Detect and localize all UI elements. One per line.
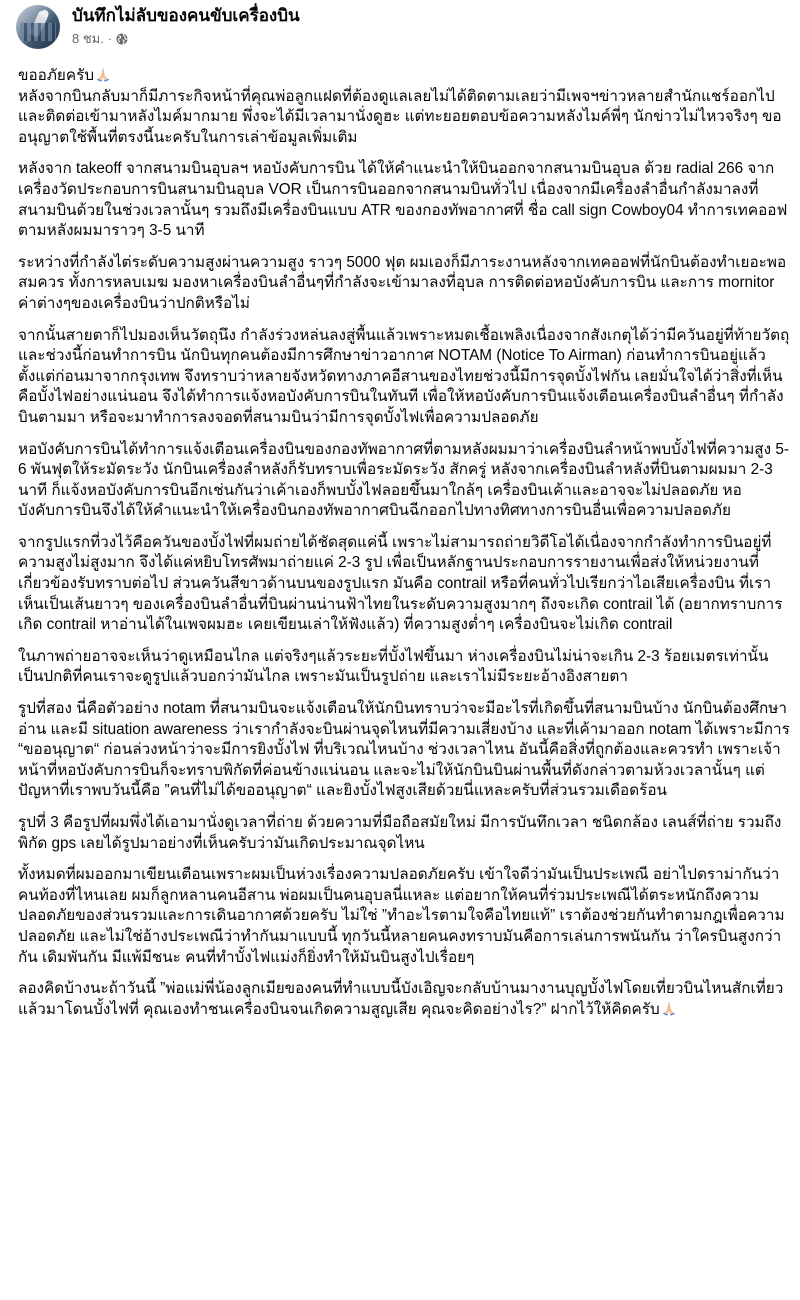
meta-separator: · xyxy=(107,31,113,46)
post-paragraph: ทั้งหมดที่ผมออกมาเขียนเตือนเพราะผมเป็นห่วงเรื่องความปลอดภัยครับ เข้าใจดีว่ามันเป็นประเพณี อย่าไปดราม่ากันว่าคนท้องที่ไหนเลย ผมก็ลูกหลานคนอีสาน พ่อผมเป็นคนอุบลนี่แหละ แต่อยากให้คนที่ร่วมประเพณีได้ตระหนักถึงความปลอดภัยของส่วนรวมและการเดินอากาศด้วยครับ ไม่ใช่ ”ทำอะไรตามใจคือไทยแท้” เราต้องช่วยกันทำตามกฎเพื่อความปลอดภัย และไม่ใช่อ้างประเพณีว่าทำกันมาแบบนี้ ทุกวันนี้หลายคนคงทราบมันคือการเล่นการพนันกัน ว่าใครบินสูงกว่ากัน เดิมพันกัน มีแพ้มีชนะ คนที่ทำบั้งไฟแม่งก็ยิ่งทำให้มันบินสูงไปเรื่อยๆ xyxy=(18,866,785,966)
post-paragraph: หลังจาก takeoff จากสนามบินอุบลฯ หอบังคับการบิน ได้ให้คำแนะนำให้บินออกจากสนามบินอุบล ด้วย radial 266 จากเครื่องวัดประกอบการบินสนามบินอุบล VOR เป็นการบินออกจากสนามบินทั่วไป เนื่องจากมีเครื่องลำอื่นกำลังมาลงที่สนามบินด้วยในช่วงเวลานั้นๆ รวมถึงมีเครื่องบินแบบ ATR ของกองทัพอากาศที่ ชื่อ call sign Cowboy04 ทำการเทคออฟตามหลังผมมาราวๆ 3-5 นาที xyxy=(18,160,788,240)
post-paragraph xyxy=(18,979,790,1020)
post-body xyxy=(18,66,790,1020)
closing-text: ลองคิดบ้างนะถ้าวันนี้ ”พ่อแม่พี่น้องลูกเมียของคนที่ทำแบบนี้บังเอิญจะกลับบ้านมางานบุญบั้งไฟโดยเที่ยวบินไหนสักเที่ยว แล้วมาโดนบั้งไฟที่ คุณเองทำชนเครื่องบินจนเกิดความสูญเสีย คุณจะคิดอย่างไร?” ฝากไว้ให้คิดครับ xyxy=(18,980,784,1018)
post-paragraph: รูปที่ 3 คือรูปที่ผมพึ่งได้เอามานั่งดูเวลาที่ถ่าย ด้วยความที่มือถือสมัยใหม่ มีการบันทึกเวลา ชนิดกล้อง เลนส์ที่ถ่าย รวมถึงพิกัด gps เลยได้รูปมาอย่างที่เห็นครับว่ามันเกิดประมาณจุดไหน xyxy=(18,814,782,852)
post-paragraph: หอบังคับการบินได้ทำการแจ้งเตือนเครื่องบินของกองทัพอากาศที่ตามหลังผมมาว่าเครื่องบินลำหน้าพบบั้งไฟที่ความสูง 5-6 พันฟุตให้ระมัดระวัง นักบินเครื่องลำหลังก็รับทราบเพื่อระมัดระวัง สักครู่ หลังจากเครื่องบินลำหลังที่บินตามผมมา 2-3 นาที ก็แจ้งหอบังคับการบินอีกเช่นกันว่าเค้าเองก็พบบั้งไฟลอยขึ้นมาใกล้ๆ เครื่องบินเค้าและอาจจะไม่ปลอดภัย หอบังคับการบินจึงได้ให้คำแนะนำให้เครื่องบินกองทัพอากาศบินฉีกออกไปทางทิศทางการบินอื่นเพื่อความปลอดภัย xyxy=(18,440,789,520)
page-avatar[interactable] xyxy=(16,5,60,49)
intro-text: หลังจากบินกลับมาก็มีภาระกิจหน้าที่คุณพ่อลูกแฝดที่ต้องดูแลเลยไม่ได้ติดตามเลยว่ามีเพจฯข่าวหลายสำนักแชร์ออกไปและติดต่อเข้ามาหลังไมค์มากมาย พึ่งจะได้มีเวลามานั่งดูฮะ แต่ทะยอยตอบข้อความหลังไมค์พี่ๆ นักข่าวไม่ไหวจริงๆ ขออนุญาตใช้พื้นที่ตรงนี้นะครับในการเล่าข้อมูลเพิ่มเติม xyxy=(18,87,782,146)
apology-text: ขออภัยครับ xyxy=(18,67,95,84)
folded-hands-emoji-icon xyxy=(95,66,111,82)
post-timestamp[interactable]: 8 ชม. xyxy=(72,31,104,46)
page-name-link[interactable]: บันทึกไม่ลับของคนขับเครื่องบิน xyxy=(72,6,300,25)
post-meta xyxy=(72,31,300,47)
post-header xyxy=(18,0,790,61)
post-paragraph: จากนั้นสายตาก็ไปมองเห็นวัตถุนึง กำลังร่วงหล่นลงสู่พื้นแล้วเพราะหมดเชื้อเพลิงเนื่องจากสังเกตุได้ว่ามีควันอยู่ที่ท้ายวัตถุ และช่วงนี้ก่อนทำการบิน นักบินทุกคนต้องมีการศึกษาข่าวอากาศ NOTAM (Notice To Airman) ก่อนทำการบินอยู่แล้ว ตั้งแต่ก่อนมาจากกรุงเทพ จึงทราบว่าหลายจังหวัดทางภาคอีสานของไทยช่วงนี้มีการจุดบั้งไฟกัน เลยมั่นใจได้ว่าสิ่งที่เห็นคือบั้งไฟอย่างแน่นอน จึงได้ทำการแจ้งหอบังคับการบินในทันที เพื่อให้หอบังคับการบินแจ้งเตือนเครื่องบินลำอื่นๆ ที่กำลังบินตามมา หรือจะมาทำการลงจอดที่สนามบินว่ามีการจุดบั้งไฟเพื่อความปลอดภัย xyxy=(18,326,790,426)
post-paragraph: รูปที่สอง นี่คือตัวอย่าง notam ที่สนามบินจะแจ้งเตือนให้นักบินทราบว่าจะมีอะไรที่เกิดขึ้นที่สนามบินบ้าง นักบินต้องศึกษาอ่าน และมี situation awareness ว่าเรากำลังจะบินผ่านจุดไหนที่มีความเสี่ยงบ้าง และที่เค้ามาออก notam ได้เพราะมีการ “ขออนุญาต“ ก่อนล่วงหน้าว่าจะมีการยิงบั้งไฟ ที่บริเวณไหนบ้าง ช่วงเวลาไหน อันนี้คือสิ่งที่ถูกต้องและควรทำ เพราะเจ้าหน้าที่หอบังคับการบินก็จะทราบพิกัดที่ค่อนข้างแน่นอน และจะไม่ให้นักบินบินผ่านพื้นที่ดังกล่าวตามห้วงเวลานั้นๆ แต่ปัญหาที่เราพบวันนี้คือ ”คนที่ไม่ได้ขออนุญาต“ และยิงบั้งไฟสูงเสียด้วยนี่แหละครับที่ส่วนรวมเดือดร้อน xyxy=(18,700,790,800)
post-paragraph: จากรูปแรกที่วงไว้คือควันของบั้งไฟที่ผมถ่ายได้ชัดสุดแค่นี้ เพราะไม่สามารถถ่ายวิดีโอได้เนื่องจากกำลังทำการบินอยู่ที่ความสูงไม่สูงมาก จึงได้แค่หยิบโทรศัพมาถ่ายแค่ 2-3 รูป เพื่อเป็นหลักฐานประกอบการรายงานเพื่อส่งให้หน่วยงานที่เกี่ยวข้องรับทราบต่อไป ส่วนควันสีขาวด้านบนของรูปแรก มันคือ contrail หรือที่คนทั่วไปเรียกว่าไอเสียเครื่องบิน ที่เราเห็นเป็นเส้นยาวๆ ของเครื่องบินลำอื่นที่บินผ่านน่านฟ้าไทยในระดับความสูงมากๆ ถึงจะเกิด contrail ได้ (อยากทราบการเกิด contrail หาอ่านได้ในเพจผมฮะ เคยเขียนเล่าให้ฟังแล้ว) ที่ความสูงต่ำๆ เครื่องบินจะไม่เกิด contrail xyxy=(18,533,783,634)
post-paragraph: ในภาพถ่ายอาจจะเห็นว่าดูเหมือนไกล แต่จริงๆแล้วระยะที่บั้งไฟขึ้นมา ห่างเครื่องบินไม่น่าจะเกิน 2-3 ร้อยเมตรเท่านั้น เป็นปกติที่คนเราจะดูรูปแล้วบอกว่ามันไกล เพราะมันเป็นรูปถ่าย และเราไม่มีระยะอ้างอิงสายตา xyxy=(18,647,769,686)
folded-hands-emoji-icon xyxy=(661,1000,677,1016)
post-header-text xyxy=(72,3,300,47)
post-paragraph xyxy=(18,66,790,148)
post-paragraph: ระหว่างที่กำลังไต่ระดับความสูงผ่านความสูง ราวๆ 5000 ฟุต ผมเองก็มีภาระงานหลังจากเทคออฟที่นักบินต้องทำเยอะพอสมควร ทั้งการหลบเมฆ มองหาเครื่องบินลำอื่นๆที่กำลังจะเข้ามาลงที่อุบล การติดต่อหอบังคับการบิน และการ mornitor ค่าต่างๆของเครื่องบินว่าปกติหรือไม่ xyxy=(18,253,787,312)
globe-icon[interactable] xyxy=(116,33,128,45)
